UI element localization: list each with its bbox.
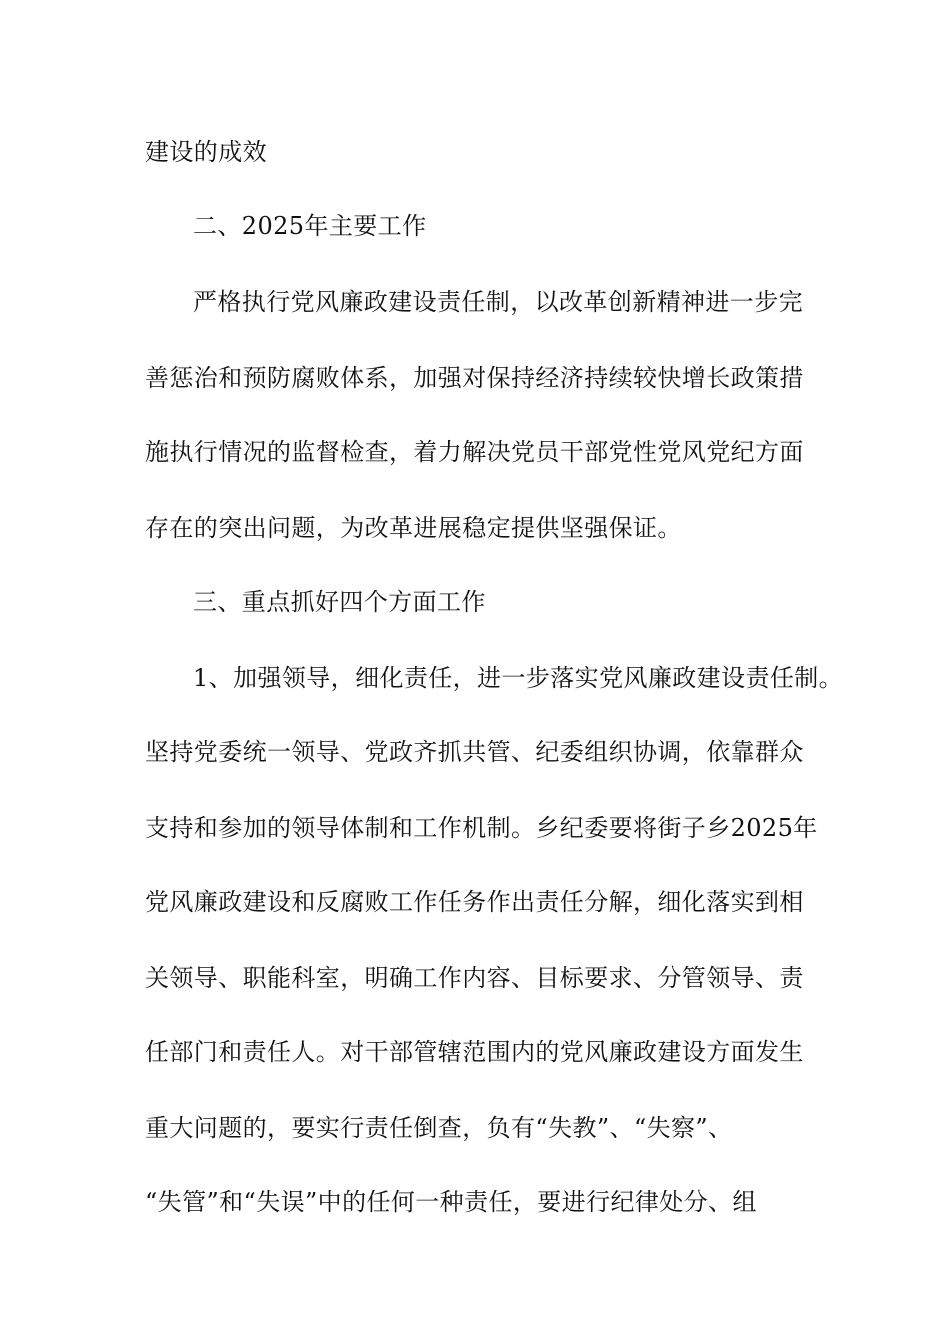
text-line: 重大问题的，要实行责任倒查，负有“失教”、“失察”、	[145, 1114, 733, 1142]
section-heading: 二、2025年主要工作	[193, 212, 427, 240]
text-line: 1、加强领导，细化责任，进一步落实党风廉政建设责任制。	[193, 664, 844, 692]
text-line: 严格执行党风廉政建设责任制，以改革创新精神进一步完	[193, 288, 803, 316]
text-line: 党风廉政建设和反腐败工作任务作出责任分解，细化落实到相	[145, 888, 804, 916]
text-line: 坚持党委统一领导、党政齐抓共管、纪委组织协调，依靠群众	[145, 738, 804, 766]
text-line: 存在的突出问题，为改革进展稳定提供坚强保证。	[145, 514, 682, 542]
text-line: 任部门和责任人。对干部管辖范围内的党风廉政建设方面发生	[145, 1038, 804, 1066]
text-line: 施执行情况的监督检查，着力解决党员干部党性党风党纪方面	[145, 438, 804, 466]
text-line: 关领导、职能科室，明确工作内容、目标要求、分管领导、责	[145, 964, 804, 992]
text-line: 善惩治和预防腐败体系，加强对保持经济持续较快增长政策措	[145, 364, 804, 392]
section-heading: 三、重点抓好四个方面工作	[193, 588, 486, 616]
text-line: 建设的成效	[145, 138, 267, 166]
text-line: 支持和参加的领导体制和工作机制。乡纪委要将街子乡2025年	[145, 814, 818, 842]
text-line: “失管”和“失误”中的任何一种责任，要进行纪律处分、组	[145, 1188, 757, 1216]
